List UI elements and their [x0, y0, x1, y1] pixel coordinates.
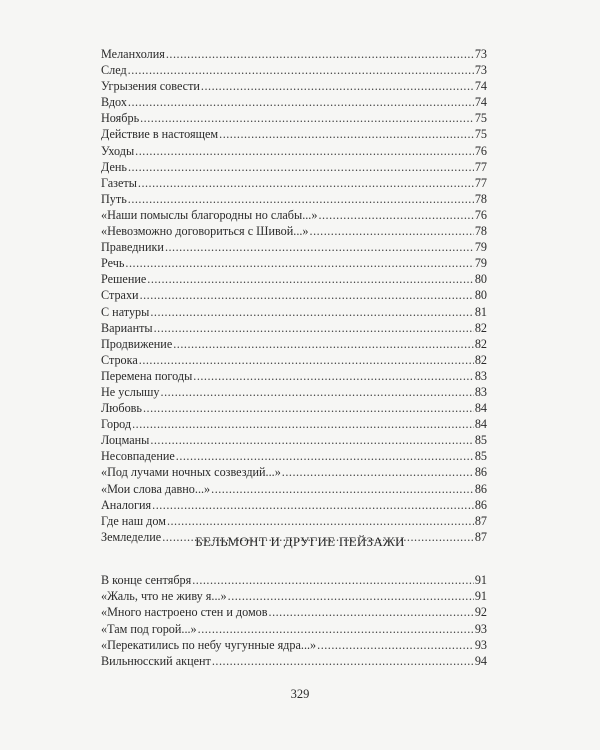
dot-leader — [154, 320, 474, 336]
dot-leader — [176, 448, 474, 464]
toc-entry-page: 73 — [474, 47, 487, 61]
dot-leader — [167, 513, 474, 529]
toc-entry — [101, 175, 487, 191]
dot-leader — [135, 143, 474, 159]
dot-leader — [192, 572, 474, 588]
dot-leader — [317, 637, 474, 653]
toc-entry — [101, 637, 487, 653]
toc-entry — [101, 588, 487, 604]
dot-leader — [212, 653, 474, 669]
toc-entry-page: 82 — [474, 352, 487, 367]
toc-entry-title: «Много настроено стен и домов — [101, 605, 268, 620]
dot-leader — [143, 400, 474, 416]
toc-entry-page: 78 — [474, 224, 487, 239]
toc-entry-page: 75 — [474, 127, 487, 142]
toc-entry-page: 80 — [474, 272, 487, 287]
toc-entry-page: 79 — [474, 256, 487, 271]
dot-leader — [193, 368, 474, 384]
toc-entry-page: 77 — [474, 159, 487, 174]
dot-leader — [150, 304, 473, 320]
toc-entry-page: 78 — [474, 191, 487, 206]
toc-entry-title: «Перекатились по небу чугунные ядра...» — [101, 637, 317, 652]
toc-entry-title: «Мои слова давно...» — [101, 481, 211, 496]
dot-leader — [198, 621, 474, 637]
toc-entry-page: 94 — [474, 653, 487, 668]
toc-entry-title: Речь — [101, 256, 125, 271]
toc-entry-title: След — [101, 63, 127, 78]
toc-entry — [101, 481, 487, 497]
toc-entry-title: Варианты — [101, 320, 153, 335]
toc-entry-title: «Наши помыслы благородны но слабы...» — [101, 207, 318, 222]
toc-entry — [101, 432, 487, 448]
toc-entry-title: Аналогия — [101, 497, 152, 512]
toc-entry — [101, 464, 487, 480]
toc-entry — [101, 304, 487, 320]
toc-entry-title: Меланхолия — [101, 47, 165, 61]
dot-leader — [132, 416, 474, 432]
toc-entry — [101, 271, 487, 287]
toc-entry — [101, 94, 487, 110]
dot-leader — [318, 207, 473, 223]
toc-entry-title: Лоцманы — [101, 433, 150, 448]
table-of-contents-part-2 — [101, 572, 487, 669]
toc-entry-title: Город — [101, 417, 132, 432]
toc-entry-title: Вильнюсский акцент — [101, 653, 211, 668]
toc-entry — [101, 416, 487, 432]
dot-leader — [166, 46, 474, 62]
dot-leader — [139, 352, 474, 368]
toc-entry-title: Ноябрь — [101, 111, 140, 126]
toc-entry-page: 82 — [474, 320, 487, 335]
toc-entry-page: 79 — [474, 240, 487, 255]
toc-entry-page: 93 — [474, 621, 487, 636]
toc-entry-title: «Под лучами ночных созвездий...» — [101, 465, 281, 480]
dot-leader — [140, 110, 474, 126]
toc-entry-page: 76 — [474, 143, 487, 158]
toc-entry-page: 91 — [474, 589, 487, 604]
toc-entry — [101, 110, 487, 126]
toc-entry-title: С натуры — [101, 304, 150, 319]
toc-entry-title: Где наш дом — [101, 513, 166, 528]
toc-entry — [101, 572, 487, 588]
toc-entry-page: 83 — [474, 384, 487, 399]
dot-leader — [128, 159, 474, 175]
toc-entry — [101, 513, 487, 529]
toc-entry-title: Путь — [101, 191, 127, 206]
toc-entry-title: «Там под горой...» — [101, 621, 197, 636]
dot-leader — [310, 223, 474, 239]
toc-entry-title: Угрызения совести — [101, 79, 200, 94]
toc-entry-page: 82 — [474, 336, 487, 351]
toc-entry — [101, 604, 487, 620]
toc-entry — [101, 653, 487, 669]
toc-entry — [101, 239, 487, 255]
toc-entry-page: 83 — [474, 368, 487, 383]
toc-entry-title: В конце сентября — [101, 573, 192, 587]
toc-entry-page: 92 — [474, 605, 487, 620]
toc-entry-page: 75 — [474, 111, 487, 126]
toc-entry-title: Строка — [101, 352, 138, 367]
toc-entry — [101, 207, 487, 223]
toc-entry-page: 87 — [474, 513, 487, 528]
dot-leader — [128, 62, 474, 78]
toc-entry — [101, 621, 487, 637]
toc-entry-page: 86 — [474, 481, 487, 496]
toc-entry — [101, 320, 487, 336]
toc-entry — [101, 448, 487, 464]
toc-entry — [101, 159, 487, 175]
dot-leader — [165, 239, 474, 255]
toc-entry-page: 73 — [474, 63, 487, 78]
toc-entry-page: 93 — [474, 637, 487, 652]
toc-entry-page: 76 — [474, 207, 487, 222]
toc-entry-title: Праведники — [101, 240, 164, 255]
toc-entry-page: 81 — [474, 304, 487, 319]
toc-entry-title: «Жаль, что не живу я...» — [101, 589, 227, 604]
dot-leader — [219, 126, 474, 142]
toc-entry — [101, 223, 487, 239]
toc-entry — [101, 191, 487, 207]
toc-entry-title: Земледелие — [101, 529, 162, 544]
toc-entry-page: 91 — [474, 573, 487, 587]
dot-leader — [147, 271, 474, 287]
dot-leader — [128, 191, 474, 207]
dot-leader — [201, 78, 474, 94]
toc-entry-title: Не услышу — [101, 384, 160, 399]
toc-entry — [101, 384, 487, 400]
toc-entry — [101, 126, 487, 142]
toc-entry-title: Действие в настоящем — [101, 127, 219, 142]
table-of-contents-part-1 — [101, 46, 487, 545]
toc-entry-title: Продвижение — [101, 336, 173, 351]
dot-leader — [138, 175, 474, 191]
toc-entry-title: Вдох — [101, 95, 127, 110]
toc-entry-title: День — [101, 159, 127, 174]
toc-entry-page: 84 — [474, 401, 487, 416]
toc-entry — [101, 62, 487, 78]
dot-leader — [150, 432, 473, 448]
toc-entry — [101, 255, 487, 271]
toc-entry — [101, 143, 487, 159]
toc-entry-title: Уходы — [101, 143, 135, 158]
toc-entry — [101, 497, 487, 513]
dot-leader — [269, 604, 474, 620]
toc-entry-page: 87 — [474, 529, 487, 544]
toc-entry-title: Несовпадение — [101, 449, 175, 464]
toc-entry-page: 74 — [474, 95, 487, 110]
dot-leader — [211, 481, 474, 497]
toc-entry-title: Перемена погоды — [101, 368, 193, 383]
dot-leader — [282, 464, 474, 480]
toc-entry-title: Решение — [101, 272, 147, 287]
toc-entry-page: 74 — [474, 79, 487, 94]
toc-entry — [101, 400, 487, 416]
toc-entry — [101, 46, 487, 62]
dot-leader — [228, 588, 474, 604]
dot-leader — [152, 497, 474, 513]
toc-entry-title: Любовь — [101, 401, 142, 416]
toc-entry — [101, 336, 487, 352]
dot-leader — [128, 94, 474, 110]
toc-entry — [101, 78, 487, 94]
toc-entry — [101, 287, 487, 303]
dot-leader — [161, 384, 474, 400]
toc-entry-page: 84 — [474, 417, 487, 432]
dot-leader — [125, 255, 473, 271]
toc-entry-title: Страхи — [101, 288, 139, 303]
dot-leader — [173, 336, 474, 352]
toc-entry — [101, 352, 487, 368]
toc-entry-page: 86 — [474, 497, 487, 512]
page-number: 329 — [290, 687, 310, 701]
toc-entry-page: 77 — [474, 175, 487, 190]
toc-entry-page: 86 — [474, 465, 487, 480]
toc-entry-title: Газеты — [101, 175, 137, 190]
section-heading: БЕЛЬМОНТ И ДРУГИЕ ПЕЙЗАЖИ — [195, 534, 405, 549]
toc-entry-page: 85 — [474, 449, 487, 464]
toc-entry-page: 85 — [474, 433, 487, 448]
dot-leader — [140, 287, 474, 303]
toc-entry-page: 80 — [474, 288, 487, 303]
toc-entry-title: «Невозможно договориться с Шивой...» — [101, 224, 309, 239]
toc-entry — [101, 368, 487, 384]
